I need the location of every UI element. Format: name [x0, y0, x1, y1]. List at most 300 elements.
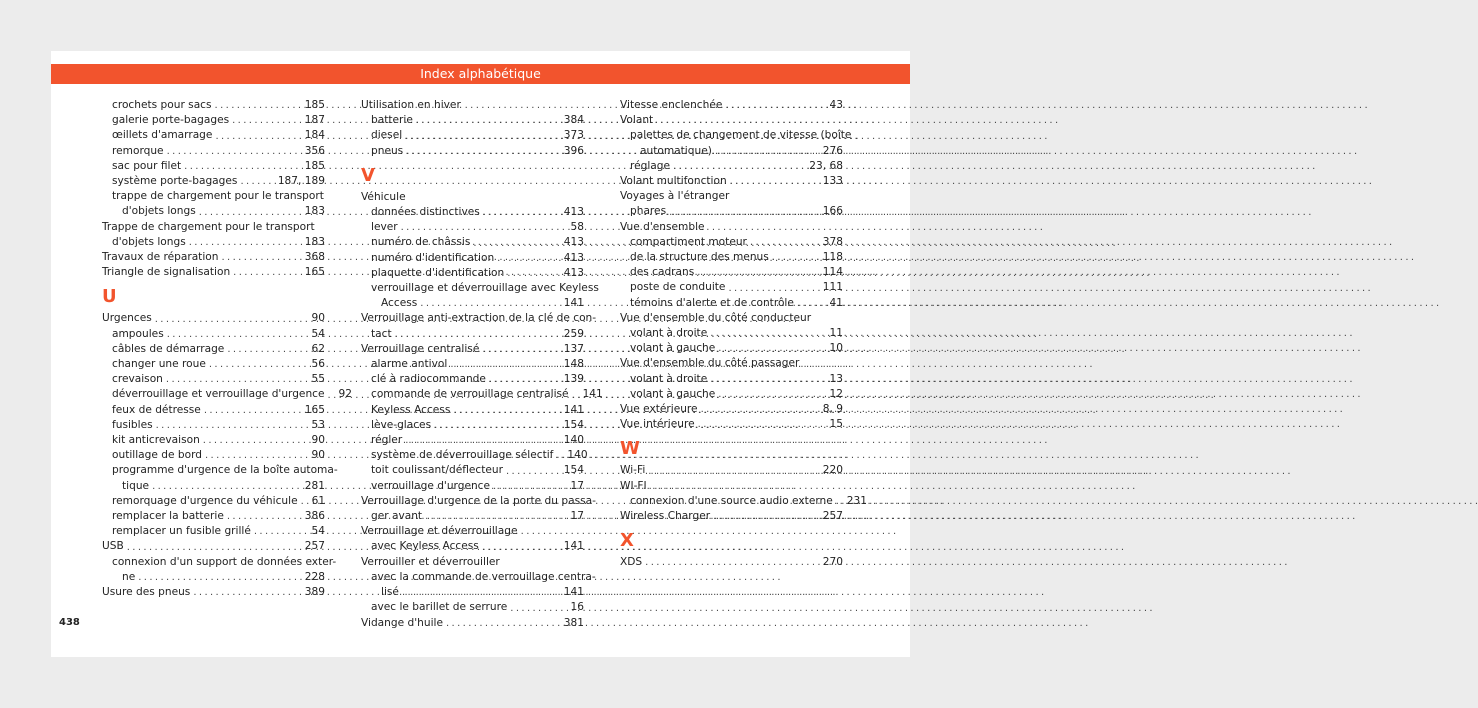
dot-leader [648, 468, 819, 479]
entry-page-ref: 356 [304, 144, 325, 157]
index-entry [361, 296, 584, 311]
index-entry [102, 357, 325, 372]
entry-term: Verrouillage centralisé [361, 342, 480, 355]
dot-leader [152, 483, 302, 494]
index-entry [620, 174, 843, 189]
index-entry [102, 174, 325, 189]
dot-leader [725, 102, 826, 113]
dot-leader [215, 102, 302, 113]
entry-page-ref: 16 [570, 601, 584, 614]
index-entry [361, 113, 584, 128]
dot-leader [155, 316, 309, 327]
entry-page-ref: 257 [304, 540, 325, 553]
entry-term: Triangle de signalisation [102, 266, 231, 279]
entry-term: fusibles [112, 418, 153, 431]
entry-page-ref: 389 [304, 586, 325, 599]
entry-page-ref: 8, 9 [822, 403, 843, 416]
entry-page-ref: 220 [822, 464, 843, 477]
dot-leader [199, 209, 302, 220]
dot-leader [710, 330, 826, 341]
dot-leader [425, 513, 567, 524]
dot-leader [730, 178, 820, 189]
index-heading: Vue d'ensemble du côté passager [620, 357, 800, 370]
entry-term: volant à gauche [630, 342, 716, 355]
entry-page-ref: 54 [311, 327, 325, 340]
index-entry [620, 280, 843, 295]
dot-leader [138, 574, 302, 585]
entry-page-ref: 140 [567, 449, 588, 462]
index-entry [361, 357, 584, 372]
entry-term: outillage de bord [112, 449, 202, 462]
dot-leader [301, 498, 309, 509]
dot-leader [713, 513, 820, 524]
entry-term: avec Keyless Access [371, 540, 479, 553]
entry-term: USB [102, 540, 124, 553]
entry-page-ref: 183 [304, 205, 325, 218]
entry-term: commande de verrouillage centralisé [371, 388, 569, 401]
dot-leader [416, 117, 561, 128]
entry-page-ref: 141 [563, 586, 584, 599]
entry-term: changer une roue [112, 358, 206, 371]
entry-term: ger avant [371, 510, 423, 523]
entry-term: régler [371, 434, 403, 447]
index-entry [620, 509, 843, 524]
entry-page-ref: 166 [822, 205, 843, 218]
dot-leader [473, 240, 560, 251]
entry-page-ref: 23, 68 [809, 159, 843, 172]
dot-leader [497, 255, 561, 266]
index-entry [102, 128, 325, 143]
dot-leader [506, 468, 561, 479]
index-entry [361, 479, 584, 494]
dot-leader [772, 254, 820, 265]
dot-leader [215, 133, 301, 144]
entry-term: remorque [112, 144, 164, 157]
entry-term: Access [381, 297, 418, 310]
index-entry [102, 159, 325, 174]
dot-leader [482, 346, 560, 357]
entry-page-ref: 228 [304, 570, 325, 583]
index-entry [361, 266, 584, 281]
index-entry [361, 327, 584, 342]
dot-leader [405, 437, 561, 448]
index-entry [620, 250, 843, 265]
entry-page-ref: 92 [338, 388, 352, 401]
entry-term: d'objets longs [122, 205, 196, 218]
index-entry [361, 539, 584, 554]
index-entry [102, 342, 325, 357]
index-entry [620, 463, 843, 478]
dot-leader [750, 239, 820, 250]
entry-page-ref: 187 [304, 114, 325, 127]
dot-leader [203, 437, 309, 448]
dot-leader [127, 544, 302, 555]
entry-page-ref: 257 [822, 510, 843, 523]
index-entry [620, 372, 843, 387]
entry-term: plaquette d'identification [371, 266, 505, 279]
page-header [51, 64, 910, 84]
dot-leader [507, 270, 561, 281]
entry-page-ref: 13 [829, 372, 843, 385]
index-heading: Trappe de chargement pour le transport [102, 220, 315, 233]
index-entry [361, 144, 584, 159]
entry-page-ref: 11 [829, 327, 843, 340]
index-entry [620, 387, 843, 402]
entry-term: galerie porte-bagages [112, 114, 230, 127]
index-heading: programme d'urgence de la boîte automa- [112, 464, 338, 477]
dot-leader [402, 589, 561, 600]
index-heading: Verrouillage d'urgence de la porte du passa- [361, 494, 596, 507]
index-entry [620, 494, 867, 509]
index-entry [620, 144, 843, 159]
entry-page-ref: 413 [563, 206, 584, 219]
entry-page-ref: 41 [829, 296, 843, 309]
entry-term: kit anticrevaison [112, 434, 200, 447]
dot-leader [209, 361, 309, 372]
index-entry [102, 418, 325, 433]
entry-page-ref: 56 [311, 358, 325, 371]
page-title: Index alphabétique [420, 66, 541, 81]
entry-term: compartiment moteur [630, 235, 747, 248]
entry-page-ref: 90 [311, 434, 325, 447]
entry-term: lever [371, 221, 398, 234]
entry-term: volant à droite [630, 327, 708, 340]
dot-leader [483, 209, 561, 220]
entry-term: XDS [620, 556, 643, 569]
entry-page-ref: 165 [304, 403, 325, 416]
entry-term: crevaison [112, 373, 163, 386]
entry-term: d'objets longs [112, 235, 186, 248]
entry-page-ref: 381 [563, 616, 584, 629]
entry-term: numéro d'identification [371, 251, 495, 264]
dot-leader [232, 117, 302, 128]
entry-page-ref: 62 [311, 342, 325, 355]
entry-page-ref: 373 [563, 129, 584, 142]
index-column-3 [620, 98, 867, 570]
index-entry [102, 509, 325, 524]
entry-term: Volant multifonction [620, 175, 727, 188]
index-entry [620, 417, 843, 432]
entry-term: œillets d'amarrage [112, 129, 213, 142]
dot-leader [836, 498, 844, 509]
dot-leader [715, 148, 820, 159]
entry-term: Vitesse enclenchée [620, 99, 723, 111]
dot-leader [156, 422, 309, 433]
entry-term: automatique) [640, 144, 712, 157]
entry-term: toit coulissant/déflecteur [371, 464, 503, 477]
entry-term: ne [122, 570, 136, 583]
entry-page-ref: 141 [563, 403, 584, 416]
index-entry [361, 448, 588, 463]
dot-leader [710, 376, 826, 387]
index-entry [102, 113, 325, 128]
index-heading: verrouillage et déverrouillage avec Keyless [371, 282, 599, 295]
dot-leader [405, 133, 561, 144]
index-entry [102, 98, 325, 113]
dot-leader [482, 544, 561, 555]
dot-leader [572, 392, 580, 403]
entry-page-ref: 17 [570, 510, 584, 523]
entry-page-ref: 259 [563, 327, 584, 340]
entry-term: Travaux de réparation [102, 251, 219, 264]
dot-leader [701, 406, 820, 417]
entry-page-ref: 148 [563, 358, 584, 371]
entry-term: câbles de démarrage [112, 342, 225, 355]
dot-leader [227, 513, 302, 524]
index-entry [102, 433, 325, 448]
entry-page-ref: 378 [822, 235, 843, 248]
index-entry [102, 479, 325, 494]
index-entry [361, 387, 603, 402]
section-letter: W [620, 438, 640, 460]
entry-term: avec le barillet de serrure [371, 601, 508, 614]
index-entry [361, 220, 584, 235]
dot-leader [227, 346, 308, 357]
index-entry [102, 539, 325, 554]
dot-leader [556, 452, 564, 463]
index-entry [361, 585, 584, 600]
entry-term: phares [630, 205, 667, 218]
index-entry [102, 524, 325, 539]
index-entry [361, 205, 584, 220]
entry-term: Wireless Charger [620, 510, 711, 523]
entry-page-ref: 413 [563, 251, 584, 264]
entry-page-ref: 43 [829, 99, 843, 111]
index-heading: Utilisation en hiver [361, 99, 461, 111]
dot-leader [166, 376, 309, 387]
entry-page-ref: 10 [829, 342, 843, 355]
entry-term: sac pour filet [112, 159, 182, 172]
dot-leader [205, 452, 309, 463]
dot-leader [204, 407, 302, 418]
entry-page-ref: 133 [822, 175, 843, 188]
dot-leader [221, 254, 301, 265]
index-entry [361, 342, 584, 357]
entry-term: tact [371, 327, 392, 340]
dot-leader [189, 239, 302, 250]
entry-term: alarme antivol [371, 358, 448, 371]
dot-leader [167, 148, 302, 159]
dot-leader [453, 407, 560, 418]
index-heading: Vue d'ensemble [620, 220, 705, 233]
index-entry [361, 509, 584, 524]
index-entry [361, 616, 584, 631]
dot-leader [434, 422, 561, 433]
entry-page-ref: 184 [304, 129, 325, 142]
entry-term: Keyless Access [371, 403, 451, 416]
entry-page-ref: 183 [304, 235, 325, 248]
entry-page-ref: 139 [563, 373, 584, 386]
index-entry [102, 494, 325, 509]
section-letter: U [102, 286, 117, 308]
entry-page-ref: 111 [822, 281, 843, 294]
entry-page-ref: 384 [563, 114, 584, 127]
index-entry [102, 144, 325, 159]
entry-page-ref: 12 [829, 387, 843, 400]
entry-term: données distinctives [371, 206, 480, 219]
dot-leader [406, 148, 561, 159]
index-entry [102, 585, 325, 600]
entry-term: remorquage d'urgence du véhicule [112, 494, 298, 507]
index-entry [102, 204, 325, 219]
entry-page-ref: 140 [563, 434, 584, 447]
index-entry [361, 463, 584, 478]
dot-leader [193, 589, 301, 600]
dot-leader [167, 331, 309, 342]
dot-leader [420, 300, 560, 311]
index-entry [102, 448, 325, 463]
index-entry [361, 128, 584, 143]
entry-term: diesel [371, 129, 403, 142]
index-entry [361, 372, 584, 387]
entry-term: remplacer un fusible grillé [112, 525, 251, 538]
entry-term: crochets pour sacs [112, 99, 212, 111]
index-heading: Volant [620, 114, 654, 127]
entry-page-ref: 90 [311, 449, 325, 462]
entry-page-ref: 413 [563, 266, 584, 279]
index-entry [361, 235, 584, 250]
entry-page-ref: 118 [822, 251, 843, 264]
index-heading: Verrouiller et déverrouiller [361, 555, 500, 568]
dot-leader [446, 620, 561, 631]
entry-term: batterie [371, 114, 413, 127]
index-entry [102, 235, 325, 250]
entry-page-ref: 270 [822, 556, 843, 569]
entry-term: lisé [381, 586, 399, 599]
entry-page-ref: 281 [304, 479, 325, 492]
entry-page-ref: 114 [822, 266, 843, 279]
entry-term: feux de détresse [112, 403, 201, 416]
entry-term: des cadrans [630, 266, 695, 279]
dot-leader [698, 421, 827, 432]
entry-page-ref: 187, 189 [277, 175, 325, 188]
entry-term: pneus [371, 144, 404, 157]
entry-term: verrouillage d'urgence [371, 479, 491, 492]
dot-leader [718, 391, 826, 402]
entry-page-ref: 154 [563, 464, 584, 477]
entry-term: Vue intérieure [620, 418, 695, 431]
index-entry [620, 296, 843, 311]
index-entry [620, 326, 843, 341]
index-heading: palettes de changement de vitesse (boîte [630, 129, 852, 142]
entry-page-ref: 58 [570, 221, 584, 234]
entry-term: volant à droite [630, 372, 708, 385]
entry-page-ref: 141 [563, 540, 584, 553]
entry-page-ref: 137 [563, 342, 584, 355]
entry-page-ref: 154 [563, 418, 584, 431]
entry-term: Vue extérieure [620, 403, 698, 416]
entry-term: connexion d'une source audio externe [630, 494, 833, 507]
entry-page-ref: 165 [304, 266, 325, 279]
entry-term: poste de conduite [630, 281, 726, 294]
dot-leader [697, 269, 820, 280]
index-entry [102, 265, 325, 280]
entry-term: remplacer la batterie [112, 510, 224, 523]
index-heading: Verrouillage anti-extraction de la clé de con- [361, 312, 597, 325]
entry-term: clé à radiocommande [371, 373, 486, 386]
entry-page-ref: 141 [582, 388, 603, 401]
entry-page-ref: 396 [563, 144, 584, 157]
entry-term: déverrouillage et verrouillage d'urgence [112, 388, 325, 401]
entry-term: système porte-bagages [112, 175, 238, 188]
page-number: 438 [59, 617, 80, 628]
index-heading: trappe de chargement pour le transport [112, 190, 324, 203]
entry-term: de la structure des menus [630, 251, 769, 264]
entry-term: témoins d'alerte et de contrôle [630, 296, 794, 309]
dot-leader [673, 163, 806, 174]
dot-leader [254, 528, 309, 539]
entry-term: Wi-Fi [620, 464, 646, 477]
entry-page-ref: 386 [304, 510, 325, 523]
entry-page-ref: 17 [570, 479, 584, 492]
index-heading: Verrouillage et déverrouillage [361, 525, 518, 538]
entry-page-ref: 90 [311, 312, 325, 325]
entry-term: Vidange d'huile [361, 616, 443, 629]
entry-term: numéro de châssis [371, 236, 471, 249]
index-heading: Véhicule [361, 190, 406, 203]
entry-page-ref: 231 [846, 494, 867, 507]
entry-page-ref: 276 [822, 144, 843, 157]
dot-leader [728, 285, 819, 296]
dot-leader [493, 483, 567, 494]
index-entry [102, 387, 352, 402]
index-entry [102, 403, 325, 418]
dot-leader [797, 300, 827, 311]
index-column-1 [102, 98, 352, 600]
index-entry [620, 204, 843, 219]
dot-leader [240, 178, 274, 189]
dot-leader [233, 269, 302, 280]
entry-term: Urgences [102, 312, 152, 325]
index-entry [620, 402, 843, 417]
index-heading: avec la commande de verrouillage centra- [371, 570, 596, 583]
dot-leader [489, 376, 561, 387]
entry-term: ampoules [112, 327, 164, 340]
index-entry [361, 403, 584, 418]
entry-page-ref: 185 [304, 99, 325, 111]
entry-page-ref: 15 [829, 418, 843, 431]
index-entry [620, 265, 843, 280]
dot-leader [184, 163, 302, 174]
index-entry [361, 433, 584, 448]
index-entry [620, 555, 843, 570]
dot-leader [328, 392, 336, 403]
index-heading: WI-FI [620, 479, 647, 492]
dot-leader [669, 209, 820, 220]
index-heading: Voyages à l'étranger [620, 190, 730, 203]
index-entry [620, 235, 843, 250]
index-entry [620, 159, 843, 174]
section-letter: X [620, 530, 634, 552]
index-entry [361, 418, 584, 433]
entry-term: tique [122, 479, 150, 492]
entry-term: lève-glaces [371, 418, 432, 431]
index-entry [102, 327, 325, 342]
entry-term: système de déverrouillage sélectif [371, 449, 554, 462]
index-entry [620, 98, 843, 113]
entry-term: volant à gauche [630, 387, 716, 400]
entry-page-ref: 413 [563, 236, 584, 249]
dot-leader [395, 331, 561, 342]
index-entry [102, 372, 325, 387]
entry-page-ref: 141 [563, 297, 584, 310]
index-heading: connexion d'un support de données exter- [112, 555, 337, 568]
index-heading: Vue d'ensemble du côté conducteur [620, 311, 812, 324]
index-entry [102, 250, 325, 265]
dot-leader [718, 345, 826, 356]
index-entry [620, 341, 843, 356]
entry-page-ref: 61 [311, 494, 326, 507]
